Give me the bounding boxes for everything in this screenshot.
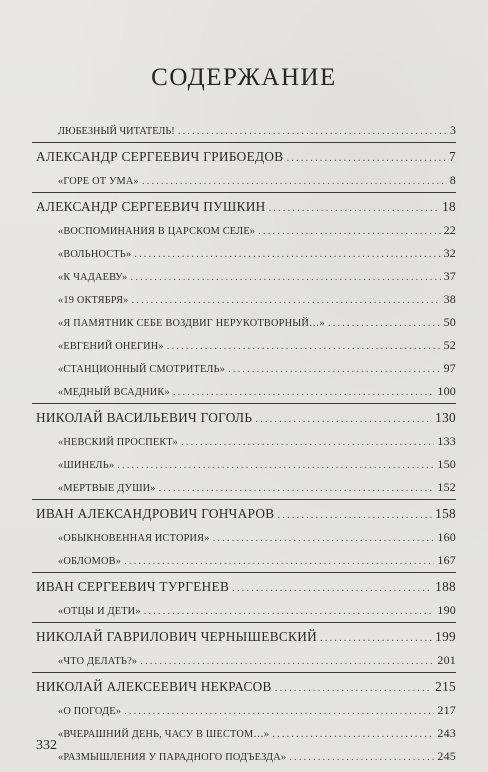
page-title: СОДЕРЖАНИЕ [151, 64, 337, 91]
toc-entry-intro [36, 118, 456, 142]
toc-author-entry [36, 145, 456, 169]
toc-work-entry [36, 265, 456, 288]
leader-dots [228, 358, 441, 381]
toc-work-label: «ВОЛЬНОСТЬ» [58, 249, 132, 260]
leader-dots [140, 650, 434, 673]
toc-work-entry [36, 357, 456, 380]
toc-work-page: 160 [437, 530, 456, 544]
toc-work-page: 22 [443, 223, 456, 237]
leader-dots [213, 527, 435, 550]
toc-work-entry [36, 549, 456, 572]
toc-author-page: 188 [435, 579, 456, 594]
toc-work-page: 152 [437, 480, 456, 494]
toc-author-page: 7 [449, 149, 456, 164]
toc-work-entry [36, 699, 456, 722]
toc-work-page: 37 [443, 269, 456, 283]
leader-dots [255, 407, 432, 431]
leader-dots [277, 503, 432, 527]
toc-entry-label: ЛЮБЕЗНЫЙ ЧИТАТЕЛЬ! [58, 126, 175, 137]
leader-dots [269, 196, 440, 220]
toc-author-label: НИКОЛАЙ ВАСИЛЬЕВИЧ ГОГОЛЬ [36, 410, 253, 425]
toc-work-page: 201 [437, 653, 456, 667]
toc-author-page: 18 [442, 199, 456, 214]
toc-work-label: «ЧТО ДЕЛАТЬ?» [58, 656, 138, 667]
toc-work-entry [36, 311, 456, 334]
toc-work-entry [36, 649, 456, 672]
toc-work-page: 52 [443, 338, 456, 352]
toc-author-label: ИВАН АЛЕКСАНДРОВИЧ ГОНЧАРОВ [36, 506, 275, 521]
leader-dots [124, 700, 434, 723]
toc-work-page: 150 [437, 457, 456, 471]
toc-author-page: 215 [435, 679, 456, 694]
toc-work-label: «19 ОКТЯБРЯ» [58, 295, 129, 306]
toc-author-label: АЛЕКСАНДР СЕРГЕЕВИЧ ПУШКИН [36, 199, 266, 214]
toc-work-entry [36, 599, 456, 622]
toc-work-label: «РАЗМЫШЛЕНИЯ У ПАРАДНОГО ПОДЪЕЗДА» [58, 752, 287, 763]
toc-work-page: 245 [437, 749, 456, 763]
toc-work-page: 133 [437, 434, 456, 448]
toc-author-entry [36, 502, 456, 526]
toc-work-page: 38 [443, 292, 456, 306]
toc-work-entry [36, 745, 456, 768]
toc-author-entry [36, 625, 456, 649]
toc-work-page: 50 [443, 315, 456, 329]
leader-dots [320, 626, 432, 650]
toc-work-entry [36, 526, 456, 549]
toc-entry-page: 3 [450, 123, 456, 137]
toc-work-label: «К ЧАДАЕВУ» [58, 272, 128, 283]
leader-dots [272, 723, 434, 746]
toc-work-entry [36, 242, 456, 265]
toc-author-label: НИКОЛАЙ ГАВРИЛОВИЧ ЧЕРНЫШЕВСКИЙ [36, 629, 318, 644]
toc-work-label: «ОБЛОМОВ» [58, 556, 122, 567]
leader-dots [181, 431, 434, 454]
toc-work-label: «ШИНЕЛЬ» [58, 460, 115, 471]
toc-author-entry [36, 195, 456, 219]
toc-work-entry [36, 430, 456, 453]
toc-work-entry [36, 380, 456, 403]
leader-dots [142, 170, 447, 193]
toc-work-entry [36, 722, 456, 745]
toc-work-page: 8 [449, 173, 456, 187]
toc-work-entry [36, 476, 456, 499]
toc-work-label: «Я ПАМЯТНИК СЕБЕ ВОЗДВИГ НЕРУКОТВОРНЫЙ…» [58, 318, 325, 329]
toc-work-page: 100 [437, 384, 456, 398]
toc-work-page: 32 [443, 246, 456, 260]
toc-work-label: «МЕДНЫЙ ВСАДНИК» [58, 387, 170, 398]
toc-author-page: 130 [435, 410, 456, 425]
toc-author-entry [36, 675, 456, 699]
leader-dots [159, 477, 435, 500]
toc-author-entry [36, 406, 456, 430]
toc-author-page: 158 [435, 506, 456, 521]
leader-dots [232, 576, 432, 600]
toc-work-label: «МЕРТВЫЕ ДУШИ» [58, 483, 156, 494]
toc-work-label: «ОБЫКНОВЕННАЯ ИСТОРИЯ» [58, 533, 210, 544]
toc-work-entry [36, 219, 456, 242]
toc-author-entry [36, 575, 456, 599]
leader-dots [144, 600, 435, 623]
toc-work-page: 167 [437, 553, 456, 567]
page-number: 332 [36, 738, 57, 753]
toc-work-label: «О ПОГОДЕ» [58, 706, 122, 717]
toc-work-page: 97 [443, 361, 456, 375]
leader-dots [275, 676, 432, 700]
toc-work-page: 217 [437, 703, 456, 717]
leader-dots [286, 146, 446, 170]
leader-dots [117, 454, 434, 477]
toc-work-entry [36, 453, 456, 476]
table-of-contents [36, 118, 456, 768]
leader-dots [167, 335, 441, 358]
toc-work-page: 243 [437, 726, 456, 740]
leader-dots [132, 289, 441, 312]
toc-work-label: «ЕВГЕНИЙ ОНЕГИН» [58, 341, 164, 352]
leader-dots [178, 119, 447, 143]
toc-work-label: «ВОСПОМИНАНИЯ В ЦАРСКОМ СЕЛЕ» [58, 226, 256, 237]
toc-work-label: «ВЧЕРАШНИЙ ДЕНЬ, ЧАСУ В ШЕСТОМ…» [58, 729, 270, 740]
leader-dots [131, 266, 441, 289]
toc-author-label: ИВАН СЕРГЕЕВИЧ ТУРГЕНЕВ [36, 579, 230, 594]
toc-work-page: 190 [437, 603, 456, 617]
toc-author-page: 199 [435, 629, 456, 644]
leader-dots [258, 220, 440, 243]
leader-dots [289, 746, 434, 769]
toc-work-entry [36, 169, 456, 192]
toc-author-label: НИКОЛАЙ АЛЕКСЕЕВИЧ НЕКРАСОВ [36, 679, 272, 694]
toc-work-label: «ОТЦЫ И ДЕТИ» [58, 606, 141, 617]
leader-dots [173, 381, 435, 404]
toc-work-label: «НЕВСКИЙ ПРОСПЕКТ» [58, 437, 179, 448]
leader-dots [124, 550, 434, 573]
leader-dots [134, 243, 440, 266]
toc-work-entry [36, 334, 456, 357]
leader-dots [328, 312, 441, 335]
toc-author-label: АЛЕКСАНДР СЕРГЕЕВИЧ ГРИБОЕДОВ [36, 149, 284, 164]
toc-work-label: «ГОРЕ ОТ УМА» [58, 176, 139, 187]
toc-work-label: «СТАНЦИОННЫЙ СМОТРИТЕЛЬ» [58, 364, 226, 375]
toc-work-entry [36, 288, 456, 311]
